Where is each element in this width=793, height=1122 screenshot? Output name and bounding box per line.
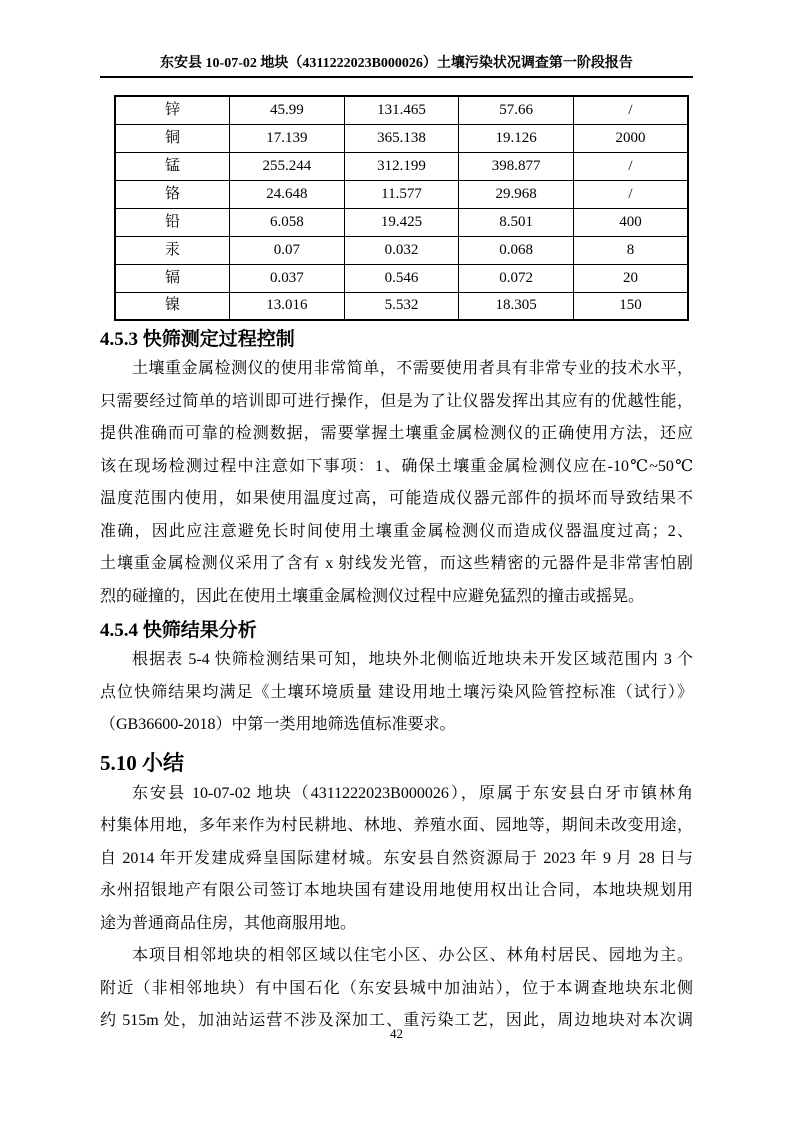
value-cell: 255.244 [230, 152, 345, 180]
table-row [115, 208, 688, 236]
page-number: 42 [390, 1026, 403, 1041]
value-cell: 17.139 [230, 124, 345, 152]
text-line: 烈的碰撞的，因此在使用土壤重金属检测仪过程中应避免猛烈的撞击或摇晃。 [100, 587, 645, 605]
value-cell: 8.501 [459, 208, 574, 236]
value-cell: 6.058 [230, 208, 345, 236]
table-row [115, 96, 688, 124]
table-row [115, 236, 688, 264]
element-cell: 镉 [115, 264, 230, 292]
table-row [115, 180, 688, 208]
value-cell: 0.037 [230, 264, 345, 292]
element-cell: 铅 [115, 208, 230, 236]
text-line: 准确，因此应注意避免长时间使用土壤重金属检测仪而造成仪器温度过高；2、 [100, 522, 693, 540]
text-line: 自 2014 年开发建成舜皇国际建材城。东安县自然资源局于 2023 年 9 月 28 日与 [100, 849, 693, 867]
value-cell: 57.66 [459, 96, 574, 124]
section-heading-5-10: 5.10 小结 [100, 750, 184, 775]
header-title: 东安县 10-07-02 地块（4311222023B000026）土壤污染状况调查第一阶段报告 [160, 56, 633, 71]
text-line: 附近（非相邻地块）有中国石化（东安县城中加油站），位于本调查地块东北侧 [100, 979, 693, 997]
value-cell: 19.425 [344, 208, 459, 236]
text-line: 提供准确而可靠的检测数据，需要掌握土壤重金属检测仪的正确使用方法，还应 [100, 425, 693, 442]
text-line: 村集体用地，多年来作为村民耕地、林地、养殖水面、园地等，期间未改变用途， [100, 817, 693, 834]
table-row [115, 264, 688, 292]
value-cell: 312.199 [344, 152, 459, 180]
text-line: 土壤重金属检测仪采用了含有 x 射线发光管，而这些精密的元器件是非常害怕剧 [100, 555, 693, 572]
value-cell: 0.032 [344, 236, 459, 264]
text-line: 温度范围内使用，如果使用温度过高，可能造成仪器元部件的损坏而导致结果不 [100, 490, 693, 507]
section-heading-4-5-3: 4.5.3 快筛测定过程控制 [100, 329, 295, 350]
paragraph-4-5-3 [100, 353, 693, 613]
value-cell: 45.99 [230, 96, 345, 124]
text-line: 本项目相邻地块的相邻区域以住宅小区、办公区、林角村居民、园地为主。 [132, 947, 693, 964]
value-cell: 398.877 [459, 152, 574, 180]
table-row [115, 152, 688, 180]
value-cell: 8 [573, 236, 688, 264]
value-cell: 29.968 [459, 180, 574, 208]
value-cell: 13.016 [230, 292, 345, 320]
paragraph-5-10-first [100, 778, 693, 941]
value-cell: 400 [573, 208, 688, 236]
value-cell: 24.648 [230, 180, 345, 208]
value-cell: 0.07 [230, 236, 345, 264]
text-line: （GB36600-2018）中第一类用地筛选值标准要求。 [100, 716, 456, 733]
value-cell: 0.072 [459, 264, 574, 292]
text-line: 点位快筛结果均满足《土壤环境质量 建设用地土壤污染风险管控标准（试行）》 [100, 683, 693, 701]
value-cell: 19.126 [459, 124, 574, 152]
element-cell: 铬 [115, 180, 230, 208]
value-cell: 131.465 [344, 96, 459, 124]
element-cell: 铜 [115, 124, 230, 152]
value-cell: 20 [573, 264, 688, 292]
content-area [100, 0, 693, 1038]
text-line: 东安县 10-07-02 地块（4311222023B000026），原属于东安县白牙市镇林角 [132, 784, 693, 802]
text-line: 约 515m 处，加油站运营不涉及深加工、重污染工艺，因此，周边地块对本次调 [100, 1012, 693, 1029]
value-cell: 18.305 [459, 292, 574, 320]
table-row [115, 292, 688, 320]
section-heading-4-5-4: 4.5.4 快筛结果分析 [100, 620, 257, 641]
paragraph-4-5-4 [100, 644, 693, 742]
page-header [100, 0, 693, 78]
value-cell: 11.577 [344, 180, 459, 208]
element-cell: 镍 [115, 292, 230, 320]
text-line: 土壤重金属检测仪的使用非常简单，不需要使用者具有非常专业的技术水平， [132, 360, 693, 377]
metals-results-table [114, 95, 689, 321]
element-cell: 锌 [115, 96, 230, 124]
value-cell: 5.532 [344, 292, 459, 320]
value-cell: 0.068 [459, 236, 574, 264]
value-cell: 0.546 [344, 264, 459, 292]
table-row [115, 124, 688, 152]
text-line: 根据表 5-4 快筛检测结果可知，地块外北侧临近地块未开发区域范围内 3 个 [132, 651, 693, 668]
value-cell: 150 [573, 292, 688, 320]
value-cell: / [573, 180, 688, 208]
text-line: 该在现场检测过程中注意如下事项：1、确保土壤重金属检测仪应在-10℃~50℃ [100, 457, 693, 475]
paragraph-5-10-second [100, 940, 693, 1038]
text-line: 途为普通商品住房，其他商服用地。 [100, 914, 357, 932]
value-cell: / [573, 96, 688, 124]
element-cell: 锰 [115, 152, 230, 180]
value-cell: / [573, 152, 688, 180]
value-cell: 2000 [573, 124, 688, 152]
text-line: 永州招银地产有限公司签订本地块国有建设用地使用权出让合同，本地块规划用 [100, 882, 693, 899]
text-line: 只需要经过简单的培训即可进行操作，但是为了让仪器发挥出其应有的优越性能， [100, 392, 693, 410]
value-cell: 365.138 [344, 124, 459, 152]
element-cell: 汞 [115, 236, 230, 264]
